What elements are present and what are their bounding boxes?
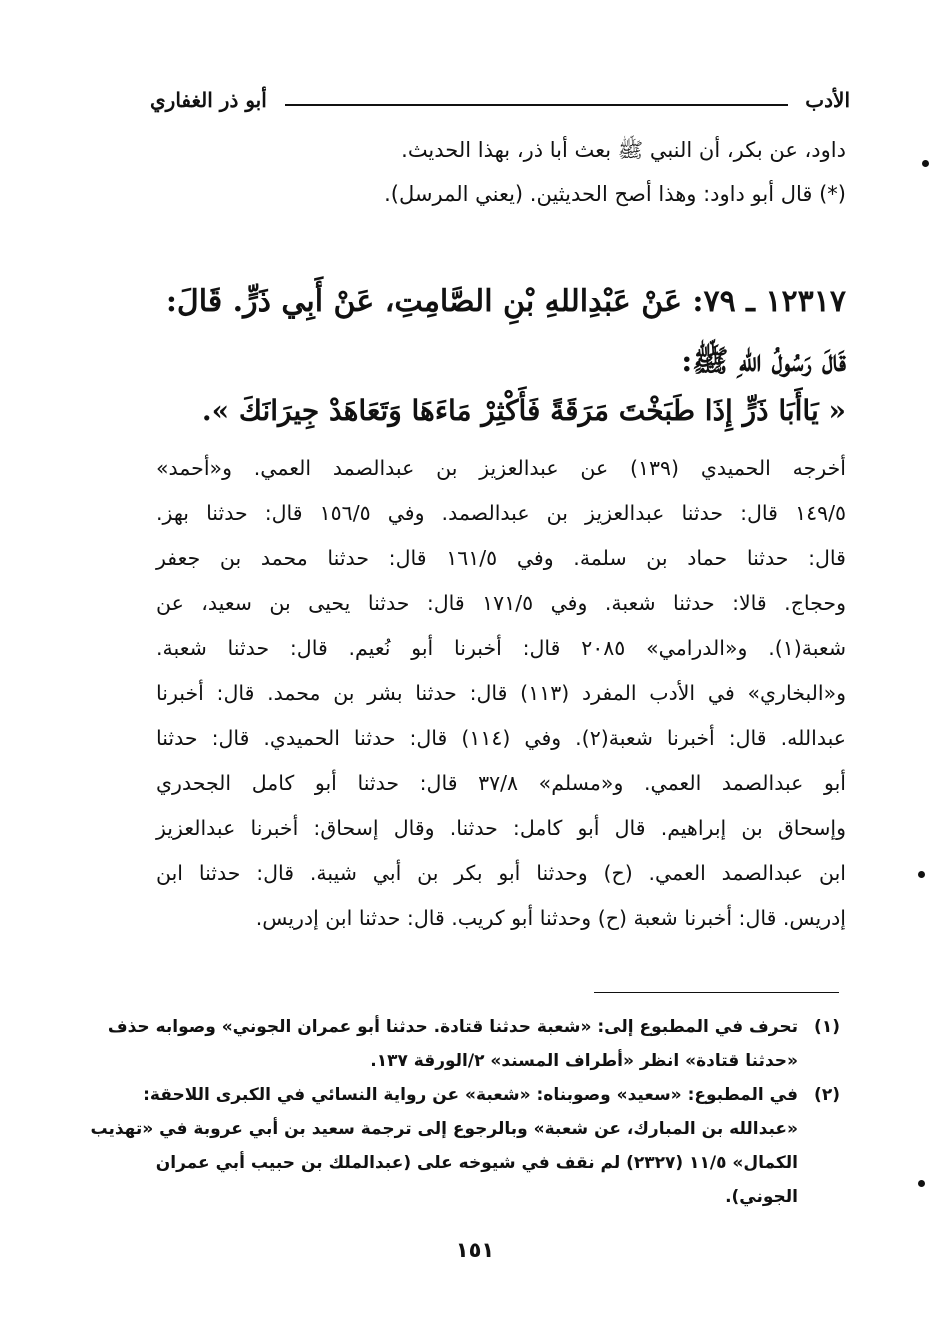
hadith-text: « يَاأَبَا ذَرٍّ إِذَا طَبَخْتَ مَرَقَةً فَأَكْثِرْ مَاءَهَا وَتَعَاهَدْ جِيرَانَكَ ».: [201, 394, 846, 427]
intro-paragraph: [156, 128, 846, 216]
chapter-title: الأدب: [805, 88, 850, 112]
footnote-line: تحرف في المطبوع إلى: «شعبة حدثنا قتادة. حدثنا أبو عمران الجوني» وصوابه حذف: [107, 1017, 798, 1037]
header-rule: [285, 104, 788, 106]
running-header: [150, 88, 850, 122]
footnote-line: «عبدالله بن المبارك، عن شعبة» وبالرجوع إلى ترجمة سعيد بن أبي عروبة في «تهذيب: [90, 1119, 798, 1139]
margin-mark: [918, 871, 925, 878]
takhrij-line: قال: حدثنا حماد بن سلمة. وفي ١٦١/٥ قال: حدثنا محمد بن جعفر: [156, 546, 846, 570]
hadith-heading-line: قَالَ رَسُولُ اللهِ ﷺ:: [681, 344, 846, 379]
takhrij-line: أبو عبدالصمد العمي. و«مسلم» ٣٧/٨ قال: حدثنا أبو كامل الجحدري: [156, 771, 846, 795]
footnote-line: الكمال» ١١/٥ (٢٣٢٧) لم نقف في شيوخه على (عبدالملك بن حبيب أبي عمران: [155, 1153, 798, 1173]
takhrij-line: ١٤٩/٥ قال: حدثنا عبدالعزيز بن عبدالصمد. وفي ١٥٦/٥ قال: حدثنا بهز.: [156, 501, 847, 525]
hadith-heading-line: ١٢٣١٧ ـ ٧٩: عَنْ عَبْدِاللهِ بْنِ الصَّامِتِ، عَنْ أَبِي ذَرٍّ. قَالَ:: [165, 284, 846, 319]
takhrij-line: وحجاج. قالا: حدثنا شعبة. وفي ١٧١/٥ قال: حدثنا يحيى بن سعيد، عن: [156, 591, 846, 615]
takhrij-line: شعبة(١). و«الدرامي» ٢٠٨٥ قال: أخبرنا أبو نُعيم. قال: حدثنا شعبة.: [156, 636, 846, 660]
takhrij-line: عبدالله. قال: أخبرنا شعبة(٢). وفي (١١٤) قال: حدثنا الحميدي. قال: حدثنا: [156, 726, 847, 750]
margin-mark: [918, 1180, 925, 1187]
footnotes: [90, 1010, 840, 1214]
takhrij-line: ابن عبدالصمد العمي. (ح) وحدثنا أبو بكر بن أبي شيبة. قال: حدثنا ابن: [156, 861, 846, 885]
margin-mark: [922, 160, 929, 167]
intro-line: (*) قال أبو داود: وهذا أصح الحديثين. (يعني المرسل).: [384, 182, 846, 206]
footnote-1: [107, 1010, 840, 1078]
takhrij-paragraph: [156, 446, 846, 941]
hadith-heading: [156, 272, 846, 392]
footnote-line: «حدثنا قتادة» انظر «أطراف المسند» ٢/الورقة ١٣٧.: [370, 1051, 798, 1071]
takhrij-line: وإسحاق بن إبراهيم. قال أبو كامل: حدثنا. وقال إسحاق: أخبرنا عبدالعزيز: [156, 816, 846, 840]
section-title: أبو ذر الغفاري: [150, 88, 267, 112]
takhrij-line: إدريس. قال: أخبرنا شعبة (ح) وحدثنا أبو كريب. قال: حدثنا ابن إدريس.: [255, 906, 846, 930]
takhrij-line: أخرجه الحميدي (١٣٩) عن عبدالعزيز بن عبدالصمد العمي. و«أحمد»: [156, 456, 846, 480]
page-number: [0, 1238, 930, 1262]
takhrij-line: و«البخاري» في الأدب المفرد (١١٣) قال: حدثنا بشر بن محمد. قال: أخبرنا: [156, 681, 847, 705]
footnote-number: (١): [814, 1017, 840, 1037]
footnote-rule: [594, 992, 839, 993]
footnote-number: (٢): [814, 1085, 840, 1105]
footnote-2: [90, 1078, 840, 1214]
intro-line: داود، عن بكر، أن النبي ﷺ بعث أبا ذر، بهذا الحديث.: [401, 138, 846, 162]
page-number-value: ١٥١: [455, 1238, 495, 1262]
footnote-line: في المطبوع: «سعيد» وصوبناه: «شعبة» عن رواية النسائي في الكبرى اللاحقة:: [143, 1085, 798, 1105]
footnote-line: الجوني).: [725, 1187, 798, 1207]
